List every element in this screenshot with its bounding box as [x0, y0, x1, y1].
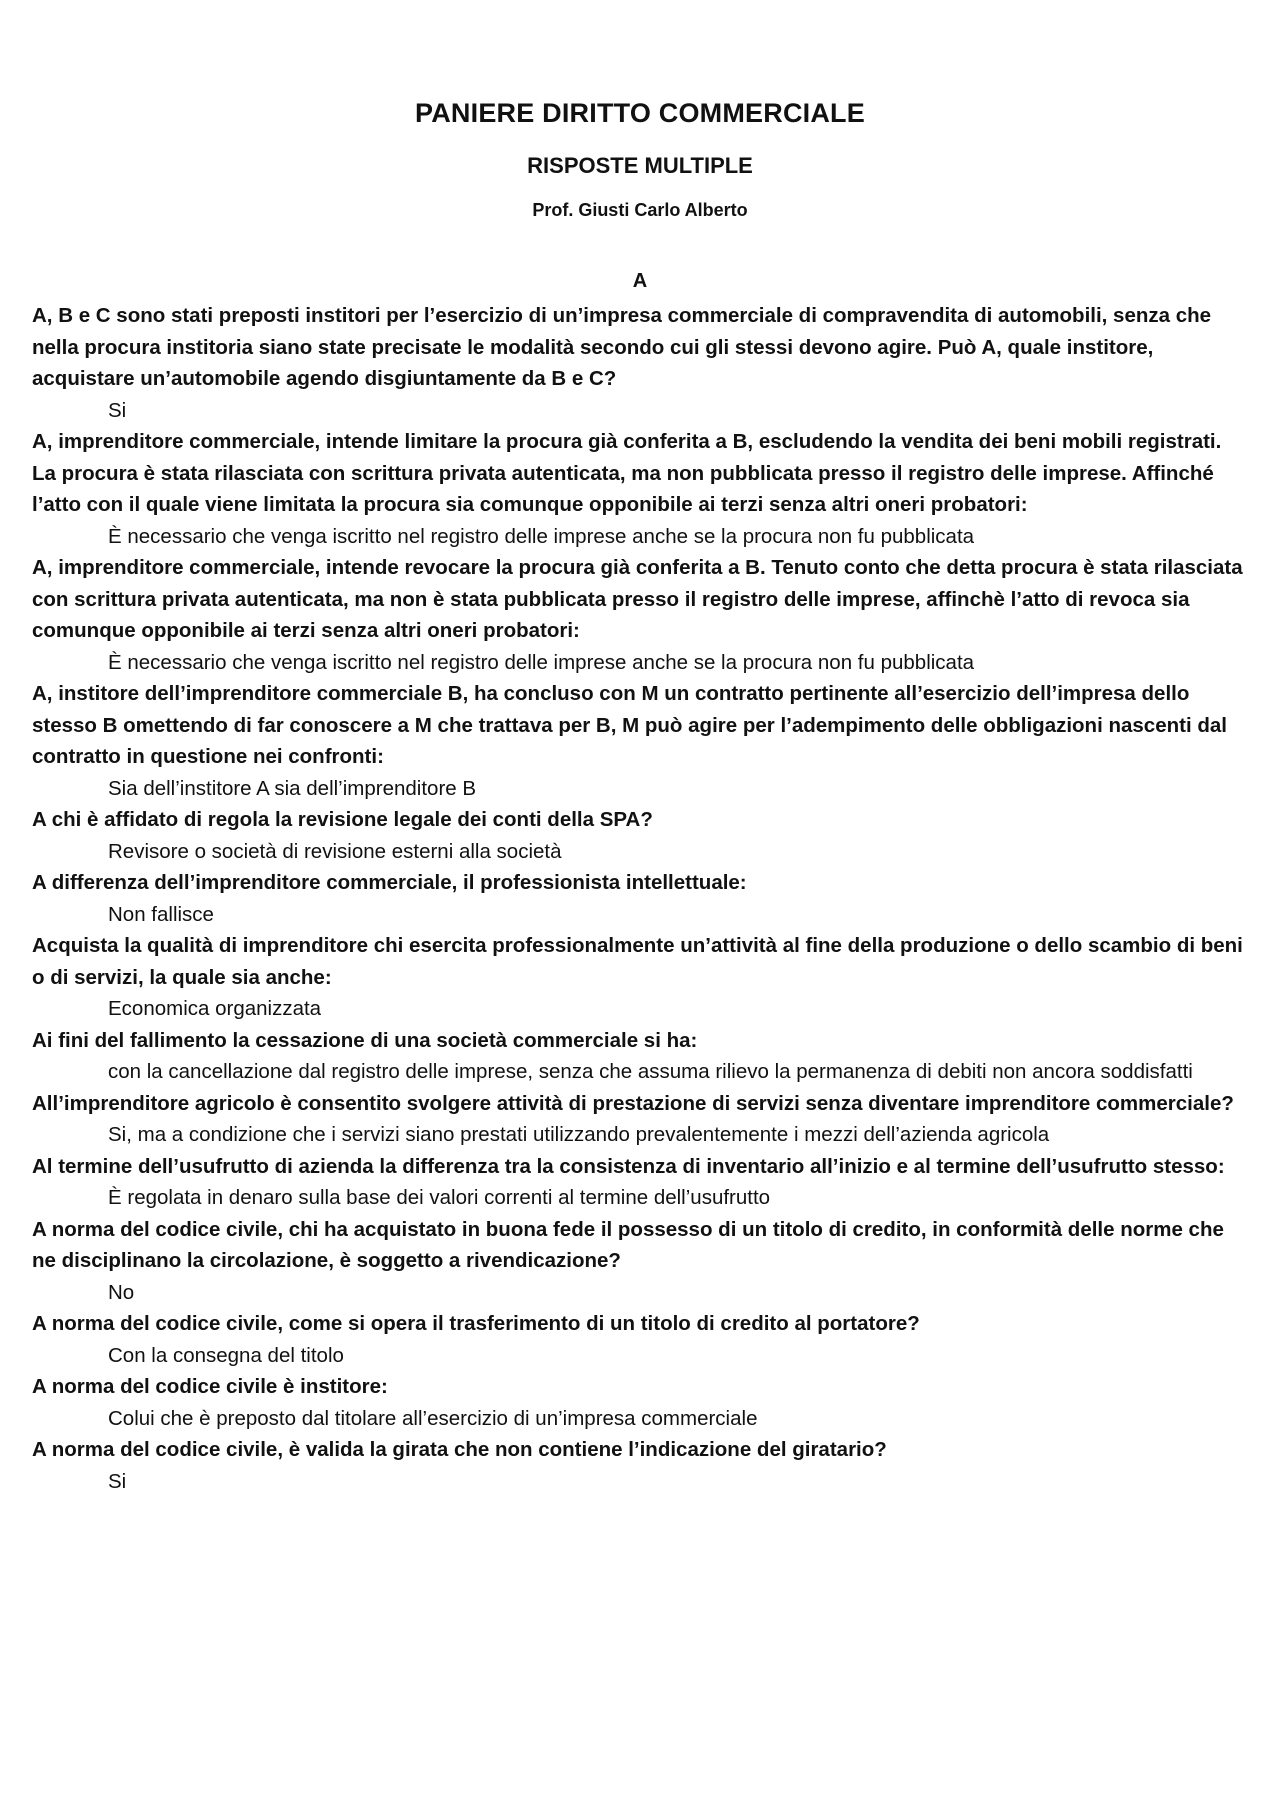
- answer-text: È regolata in denaro sulla base dei valori correnti al termine dell’usufrutto: [108, 1186, 771, 1209]
- question-text: A norma del codice civile è institore:: [32, 1375, 388, 1398]
- qa-item: [32, 867, 1248, 930]
- question-text: A, institore dell’imprenditore commerciale B, ha concluso con M un contratto pertinente all’esercizio dell’impresa dello stesso B omettendo di far conoscere a M che trattava per B, M può agire per l’adempimento delle obbligazioni nascenti dal contratto in questione nei confronti:: [32, 682, 1227, 768]
- answer-text: Con la consegna del titolo: [108, 1343, 344, 1367]
- answer-text: Economica organizzata: [108, 997, 322, 1020]
- document-subtitle: RISPOSTE MULTIPLE: [527, 153, 753, 178]
- question-text: A, imprenditore commerciale, intende revocare la procura già conferita a B. Tenuto conto che detta procura è stata rilasciata con scrittura privata autenticata, ma non è stata pubblicata presso il registro delle imprese, affinchè l’atto di revoca sia comunque opponibile ai terzi senza altri oneri probatori:: [32, 556, 1243, 642]
- qa-item: [32, 678, 1248, 804]
- answer-text: È necessario che venga iscritto nel registro delle imprese anche se la procura non fu pubblicata: [108, 524, 975, 548]
- question-text: A norma del codice civile, è valida la girata che non contiene l’indicazione del giratario?: [32, 1438, 887, 1461]
- qa-item: [32, 300, 1248, 426]
- answer-text: Revisore o società di revisione esterni alla società: [108, 839, 562, 863]
- qa-item: [32, 1151, 1248, 1214]
- question-text: Acquista la qualità di imprenditore chi esercita professionalmente un’attività al fine della produzione o dello scambio di beni o di servizi, la quale sia anche:: [32, 934, 1243, 989]
- section-letter: A: [632, 270, 648, 292]
- question-text: A norma del codice civile, chi ha acquistato in buona fede il possesso di un titolo di credito, in conformità delle norme che ne disciplinano la circolazione, è soggetto a rivendicazione?: [32, 1217, 1224, 1272]
- answer-text: È necessario che venga iscritto nel registro delle imprese anche se la procura non fu pubblicata: [108, 650, 975, 674]
- question-text: A norma del codice civile, come si opera il trasferimento di un titolo di credito al portatore?: [32, 1312, 920, 1335]
- qa-item: [32, 1371, 1248, 1434]
- answer-text: Si: [108, 398, 127, 422]
- document-title: PANIERE DIRITTO COMMERCIALE: [415, 98, 865, 128]
- question-text: Al termine dell’usufrutto di azienda la differenza tra la consistenza di inventario all’inizio e al termine dell’usufrutto stesso:: [32, 1154, 1225, 1178]
- qa-item: [32, 1214, 1248, 1309]
- qa-item: [32, 804, 1248, 867]
- qa-item: [32, 1088, 1248, 1151]
- qa-item: [32, 1434, 1248, 1497]
- question-text: A differenza dell’imprenditore commerciale, il professionista intellettuale:: [32, 871, 747, 894]
- question-answer-list: [32, 300, 1248, 1497]
- qa-item: [32, 552, 1248, 678]
- question-text: A chi è affidato di regola la revisione legale dei conti della SPA?: [32, 808, 653, 831]
- qa-item: [32, 1308, 1248, 1371]
- answer-text: Si, ma a condizione che i servizi siano prestati utilizzando prevalentemente i mezzi dell’azienda agricola: [108, 1123, 1050, 1146]
- answer-text: Sia dell’institore A sia dell’imprenditore B: [108, 776, 477, 800]
- answer-text: Si: [108, 1469, 127, 1493]
- answer-text: con la cancellazione dal registro delle imprese, senza che assuma rilievo la permanenza di debiti non ancora soddisfatti: [108, 1060, 1193, 1083]
- question-text: A, B e C sono stati preposti institori per l’esercizio di un’impresa commerciale di compravendita di automobili, senza che nella procura institoria siano state precisate le modalità secondo cui gli stessi devono agire. Può A, quale institore, acquistare un’automobile agendo disgiuntamente da B e C?: [32, 304, 1212, 390]
- answer-text: No: [108, 1280, 135, 1304]
- document-author: Prof. Giusti Carlo Alberto: [532, 200, 748, 220]
- qa-item: [32, 930, 1248, 1025]
- question-text: A, imprenditore commerciale, intende limitare la procura già conferita a B, escludendo la vendita dei beni mobili registrati. La procura è stata rilasciata con scrittura privata autenticata, ma non pubblicata presso il registro delle imprese. Affinché l’atto con il quale viene limitata la procura sia comunque opponibile ai terzi senza altri oneri probatori:: [32, 430, 1222, 516]
- answer-text: Non fallisce: [108, 902, 214, 926]
- qa-item: [32, 1025, 1248, 1088]
- answer-text: Colui che è preposto dal titolare all’esercizio di un’impresa commerciale: [108, 1406, 758, 1430]
- question-text: Ai fini del fallimento la cessazione di una società commerciale si ha:: [32, 1028, 698, 1052]
- qa-item: [32, 426, 1248, 552]
- question-text: All’imprenditore agricolo è consentito svolgere attività di prestazione di servizi senza diventare imprenditore commerciale?: [32, 1091, 1234, 1115]
